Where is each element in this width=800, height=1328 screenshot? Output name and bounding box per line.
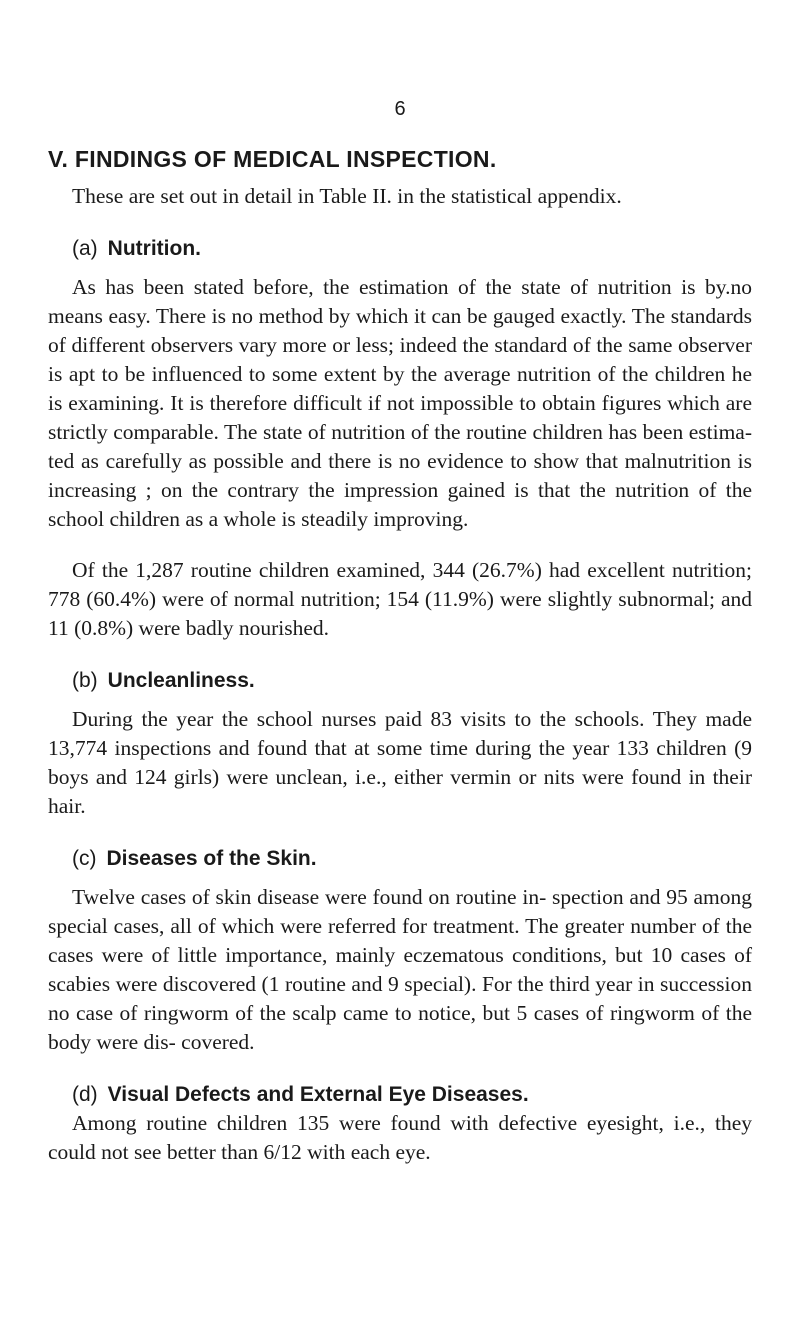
paragraph: As has been stated before, the estimation of the state of nutrition is by.no means easy. There is no method by which it can be gauged exactly. The standards of different observers vary more or less; indeed the standard of the same observer is apt to be influenced to some extent by the average nutrition of the children he is examining. It is therefore difficult if not impossible to obtain figures which are strictly comparable. The state of nutrition of the routine children has been estima- ted as carefully as possible and there is no evidence to show that malnutrition is increasing ; on the contrary the impression gained is that the nutrition of the school children as a whole is steadily improving. — [48, 275, 752, 531]
section-heading: V. FINDINGS OF MEDICAL INSPECTION. — [48, 146, 497, 172]
subsection-letter: (d) — [72, 1083, 98, 1106]
subsection-letter: (b) — [72, 669, 98, 692]
document-page — [48, 100, 752, 1167]
subsection-nutrition — [48, 235, 752, 643]
paragraph: During the year the school nurses paid 83 visits to the schools. They made 13,774 inspections and found that at some time during the year 133 children (9 boys and 124 girls) were unclean, i.e., either vermin or nits were found in their hair. — [48, 707, 752, 818]
subsection-heading — [48, 845, 752, 873]
paragraph: Twelve cases of skin disease were found on routine in- spection and 95 among special cases, all of which were referred for treatment. The greater number of the cases were of little importance, mainly eczematous conditions, but 10 cases of scabies were discovered (1 routine and 9 special). For the third year in succession no case of ringworm of the scalp came to notice, but 5 cases of ringworm of the body were dis- covered. — [48, 885, 752, 1054]
paragraph: Of the 1,287 routine children examined, 344 (26.7%) had excellent nutrition; 778 (60.4%) were of normal nutrition; 154 (11.9%) were slightly subnormal; and 11 (0.8%) were badly nourished. — [48, 558, 752, 640]
subsection-title: Diseases of the Skin. — [106, 847, 317, 870]
subsection-visual-defects — [48, 1081, 752, 1167]
subsection-heading — [48, 1081, 752, 1109]
page-number: 6 — [394, 98, 406, 120]
subsection-letter: (a) — [72, 237, 98, 260]
subsection-title: Nutrition. — [107, 237, 201, 260]
subsection-heading — [48, 235, 752, 263]
subsection-skin-diseases — [48, 845, 752, 1057]
paragraph: Among routine children 135 were found with defective eyesight, i.e., they could not see better than 6/12 with each eye. — [48, 1111, 752, 1164]
subsection-heading — [48, 667, 752, 695]
subsection-title: Visual Defects and External Eye Diseases. — [107, 1083, 529, 1106]
section-intro: These are set out in detail in Table II. in the statistical appendix. — [72, 184, 622, 208]
subsection-title: Uncleanliness. — [107, 669, 255, 692]
subsection-uncleanliness — [48, 667, 752, 821]
subsection-letter: (c) — [72, 847, 97, 870]
